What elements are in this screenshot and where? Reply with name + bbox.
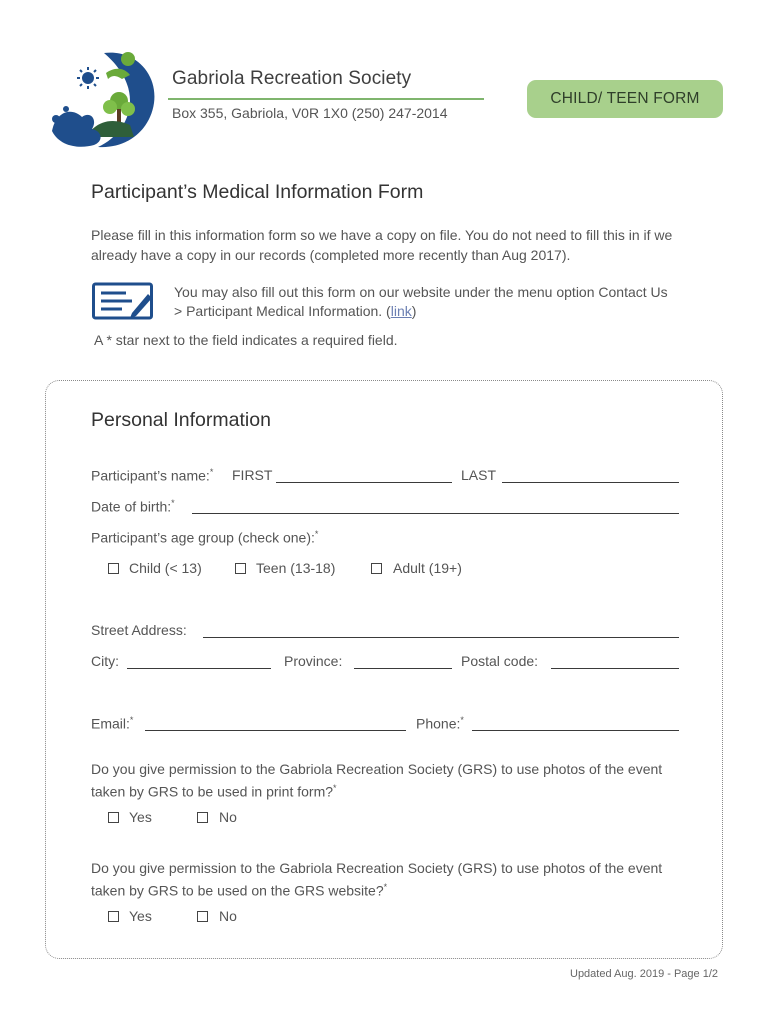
online-note-end: ) (411, 303, 417, 319)
postal-code-field[interactable] (551, 668, 679, 669)
form-type-badge: CHILD/ TEEN FORM (527, 80, 723, 118)
web-yes-checkbox[interactable] (108, 911, 119, 922)
email-label-text: Email: (91, 715, 130, 732)
participant-name-label (91, 467, 213, 484)
print-yes-label: Yes (129, 809, 152, 825)
adult-option-label: Adult (19+) (393, 560, 462, 576)
print-permission-question (91, 760, 681, 802)
online-form-note (174, 283, 674, 321)
first-name-field[interactable] (276, 482, 452, 483)
phone-label (416, 715, 464, 732)
age-group-label-text: Participant’s age group (check one): (91, 529, 315, 546)
website-form-link[interactable]: link (390, 303, 412, 319)
required-mark: * (314, 529, 319, 539)
dob-label-text: Date of birth: (91, 498, 172, 515)
form-title: Participant’s Medical Information Form (91, 181, 424, 203)
date-of-birth-label (91, 498, 175, 515)
child-option-label: Child (< 13) (129, 560, 202, 576)
child-checkbox[interactable] (108, 563, 119, 574)
phone-field[interactable] (472, 730, 679, 731)
header-divider (168, 98, 484, 100)
organization-address: Box 355, Gabriola, V0R 1X0 (250) 247-2014 (172, 105, 448, 121)
required-mark: * (333, 783, 337, 793)
province-field[interactable] (354, 668, 452, 669)
print-no-label: No (219, 809, 237, 825)
required-mark: * (171, 498, 175, 508)
date-of-birth-field[interactable] (192, 513, 679, 514)
teen-option-label: Teen (13-18) (256, 560, 336, 576)
first-name-label: FIRST (232, 467, 273, 483)
last-name-field[interactable] (502, 482, 679, 483)
web-no-checkbox[interactable] (197, 911, 208, 922)
phone-label-text: Phone: (416, 715, 461, 732)
online-form-icon (92, 282, 156, 322)
province-label: Province: (284, 653, 343, 669)
adult-checkbox[interactable] (371, 563, 382, 574)
intro-text: Please fill in this information form so we have a copy on file. You do not need to fill this in if we already have a copy in our records (completed more recently than Aug 2017). (91, 227, 673, 263)
age-group-label (91, 529, 318, 546)
print-no-checkbox[interactable] (197, 812, 208, 823)
page-footer: Updated Aug. 2019 - Page 1/2 (570, 968, 719, 980)
street-address-field[interactable] (203, 637, 679, 638)
web-yes-label: Yes (129, 908, 152, 924)
teen-checkbox[interactable] (235, 563, 246, 574)
organization-name: Gabriola Recreation Society (172, 68, 412, 89)
email-label (91, 715, 133, 732)
required-mark: * (129, 715, 134, 725)
last-name-label: LAST (461, 467, 497, 483)
online-note-text: You may also fill out this form on our website under the menu option Contact Us > Participant Medical Information. ( (174, 284, 668, 319)
required-mark: * (460, 715, 464, 725)
web-question-text: Do you give permission to the Gabriola Recreation Society (GRS) to use photos of the event taken by GRS to be used on the GRS website? (91, 860, 663, 899)
gabriola-recreation-logo (46, 45, 158, 153)
street-address-label: Street Address: (91, 622, 187, 638)
required-field-note: A * star next to the field indicates a required field. (94, 332, 398, 348)
required-mark: * (383, 882, 388, 892)
city-label: City: (91, 653, 119, 669)
name-label-text: Participant’s name: (91, 467, 210, 484)
city-field[interactable] (127, 668, 271, 669)
print-question-text: Do you give permission to the Gabriola Recreation Society (GRS) to use photos of the event taken by GRS to be used in print form? (91, 761, 663, 800)
web-no-label: No (219, 908, 237, 924)
section-title: Personal Information (91, 409, 271, 431)
print-yes-checkbox[interactable] (108, 812, 119, 823)
postal-code-label: Postal code: (461, 653, 539, 669)
required-mark: * (209, 467, 214, 477)
web-permission-question (91, 859, 681, 901)
email-field[interactable] (145, 730, 406, 731)
